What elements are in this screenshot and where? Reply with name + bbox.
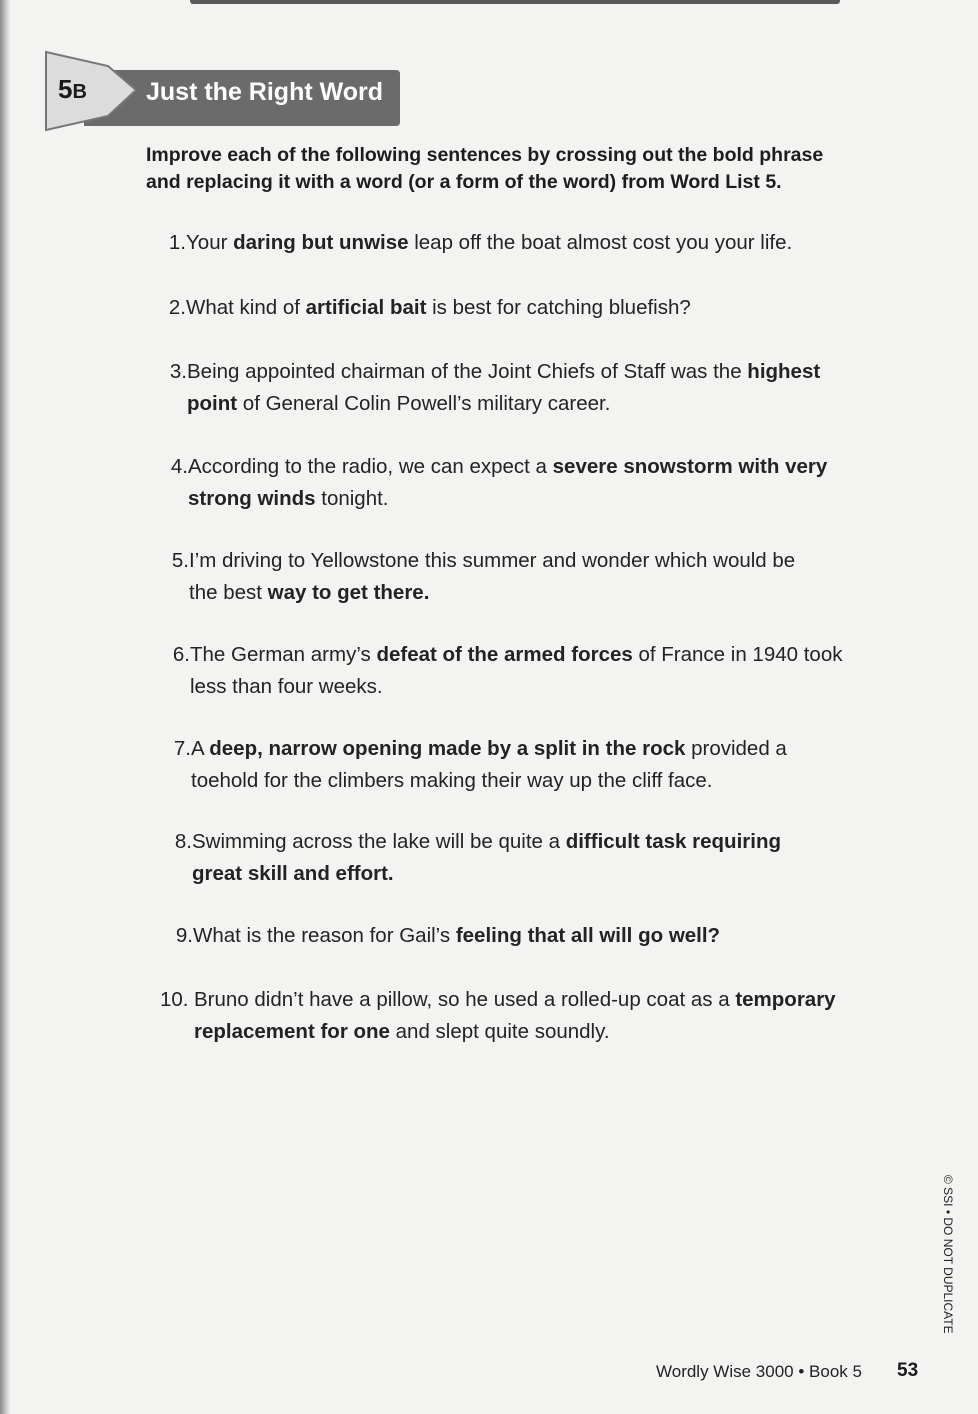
item-text: What is the reason for Gail’s feeling that all will go well? — [193, 924, 721, 947]
bold-phrase: temporary replacement for one — [194, 988, 836, 1043]
item-number: 9. — [175, 924, 193, 947]
bold-phrase: severe snowstorm with very strong winds — [188, 455, 828, 510]
lesson-code-number: 5 — [58, 74, 73, 104]
item-text: I’m driving to Yellowstone this summer and wonder which would be the best way to get there. — [189, 549, 796, 604]
bold-phrase: way to get there. — [267, 581, 430, 604]
item-number: 6. — [172, 643, 190, 666]
bold-phrase: feeling that all will go well? — [455, 924, 721, 947]
item-number: 3. — [169, 360, 187, 383]
item-text: Your daring but unwise leap off the boat almost cost you your life. — [186, 231, 793, 254]
page-binding-edge — [0, 0, 10, 1414]
instructions: Improve each of the following sentences by crossing out the bold phrase and replacing it with a word (or a form of the word) from Word List 5. — [146, 144, 824, 193]
exercise-item — [160, 984, 860, 1048]
bold-phrase: deep, narrow opening made by a split in the rock — [209, 737, 686, 760]
item-number: 4. — [170, 455, 188, 478]
bold-phrase: artificial bait — [305, 296, 427, 319]
exercise-item — [164, 639, 854, 703]
item-text: What kind of artificial bait is best for catching bluefish? — [186, 296, 691, 319]
section-banner — [44, 50, 404, 132]
exercise-item — [160, 227, 860, 259]
bold-phrase: defeat of the armed forces — [376, 643, 633, 666]
exercise-item — [161, 356, 843, 420]
exercise-item — [167, 920, 867, 952]
item-text: Being appointed chairman of the Joint Chiefs of Staff was the highest point of General Colin Powell’s military career. — [187, 360, 821, 415]
lesson-code-letter: B — [72, 81, 87, 103]
exercise-item — [166, 826, 816, 890]
item-number: 5. — [171, 549, 189, 572]
bold-phrase: highest point — [187, 360, 821, 415]
page-number: 53 — [897, 1360, 919, 1381]
lesson-code — [58, 74, 87, 105]
item-number: 10. — [160, 988, 189, 1011]
item-number: 1. — [168, 231, 186, 254]
exercise-item — [163, 545, 828, 609]
item-number: 7. — [173, 737, 191, 760]
top-rule — [190, 0, 840, 4]
footer-book-title: Wordly Wise 3000 • Book 5 — [656, 1362, 862, 1381]
item-text: According to the radio, we can expect a severe snowstorm with very strong winds tonight. — [188, 455, 828, 510]
item-text: The German army’s defeat of the armed forces of France in 1940 took less than four weeks. — [190, 643, 843, 698]
bold-phrase: difficult task requiring great skill and effort. — [192, 830, 781, 885]
item-number: 2. — [168, 296, 186, 319]
bold-phrase: daring but unwise — [233, 231, 409, 254]
section-title: Just the Right Word — [146, 78, 384, 106]
item-number: 8. — [174, 830, 192, 853]
copyright-note: © SSI • DO NOT DUPLICATE — [941, 1175, 955, 1334]
exercise-item — [162, 451, 852, 515]
item-text: A deep, narrow opening made by a split in the rock provided a toehold for the climbers making their way up the cliff face. — [191, 737, 787, 792]
exercise-item — [165, 733, 815, 797]
item-text: Swimming across the lake will be quite a difficult task requiring great skill and effort. — [192, 830, 781, 885]
item-text: Bruno didn’t have a pillow, so he used a rolled-up coat as a temporary replacement for one and slept quite soundly. — [194, 988, 836, 1043]
exercise-item — [160, 292, 860, 324]
